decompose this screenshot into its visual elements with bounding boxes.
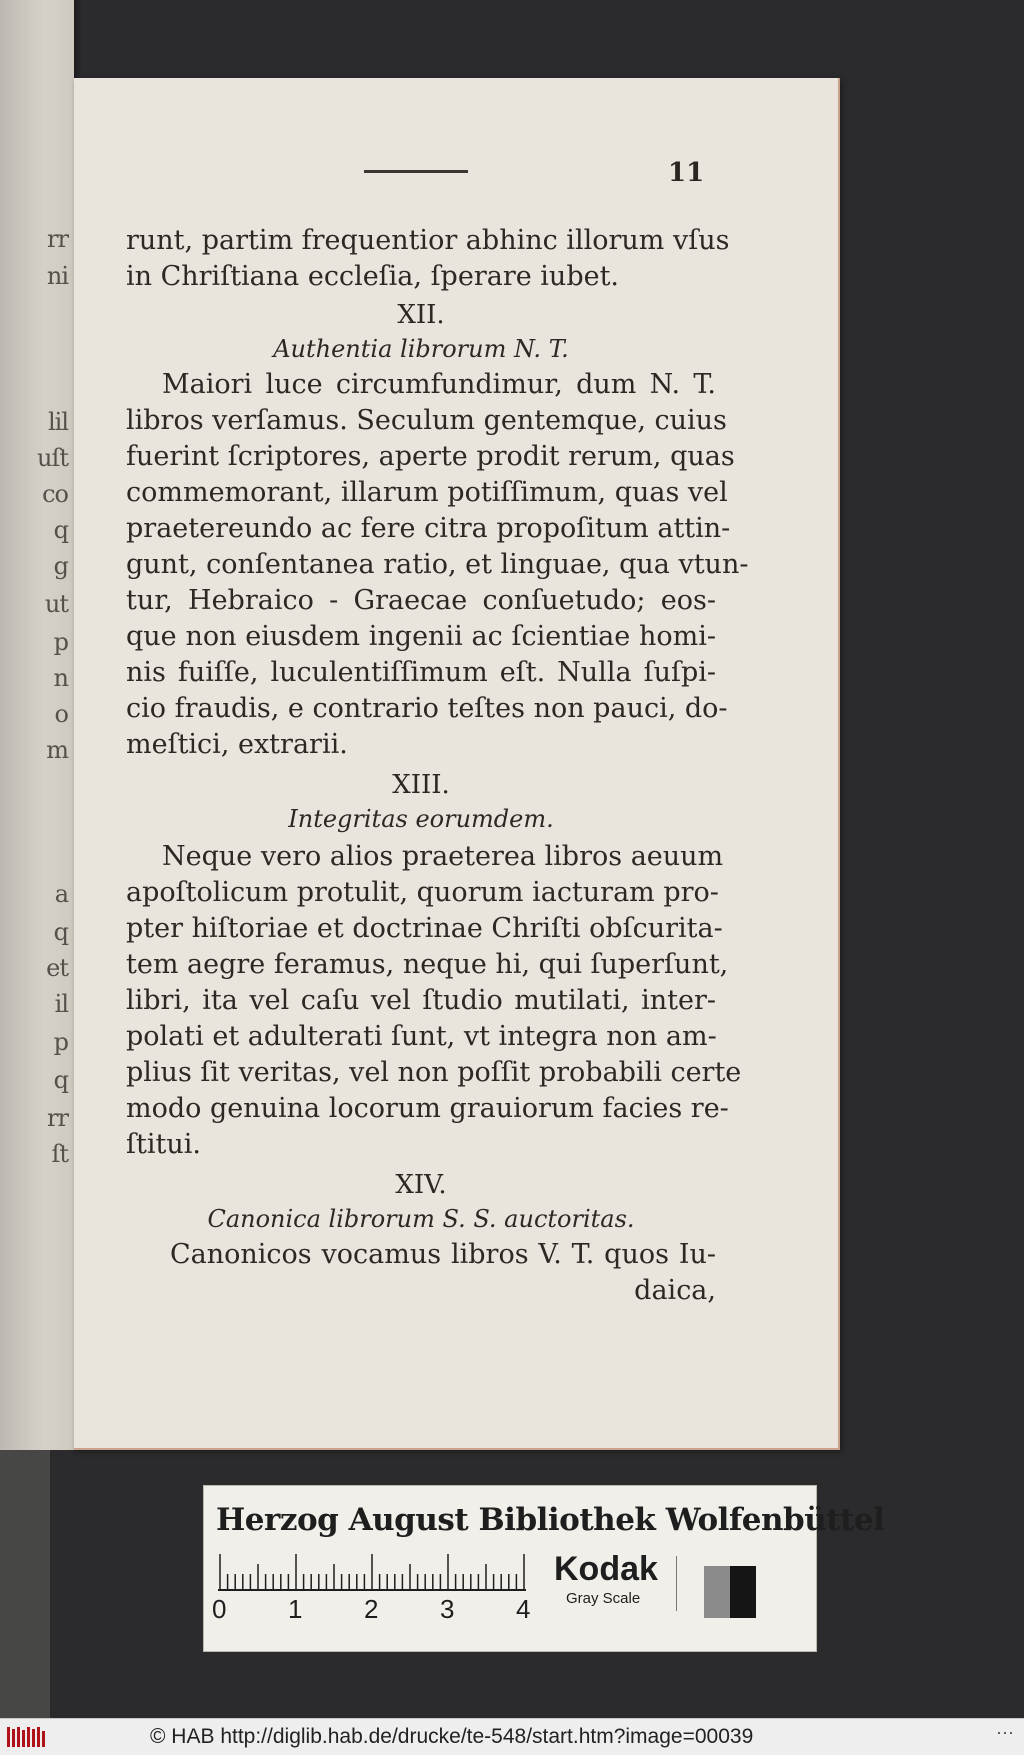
text-line: Canonicos vocamus libros V. T. quos Iu-	[170, 1239, 716, 1270]
previous-page-strip	[0, 0, 74, 1450]
left-fragment: il	[54, 990, 68, 1018]
hab-logo-icon[interactable]	[6, 1725, 46, 1749]
library-color-card	[203, 1485, 885, 1652]
left-fragment: g	[53, 552, 68, 580]
left-fragment: m	[46, 736, 68, 764]
left-fragment: rr	[47, 225, 68, 253]
left-fragment: q	[53, 918, 68, 946]
text-line: meſtici, extrarii.	[126, 729, 348, 760]
page-number: 11	[668, 158, 705, 188]
ruler-numbers	[212, 1594, 728, 1624]
gray-patch	[704, 1566, 730, 1618]
left-fragment: p	[53, 628, 68, 656]
ruler-number: 0	[212, 1594, 227, 1624]
section-title: Canonica librorum S. S. auctoritas.	[207, 1205, 635, 1233]
left-fragment: ut	[44, 590, 68, 618]
left-fragment: q	[53, 516, 68, 544]
gray-scale-label: Gray Scale	[566, 1590, 641, 1607]
text-line: tem aegre feramus, neque hi, qui ſuperſunt,	[126, 949, 729, 980]
text-line: nis fuiſſe, luculentiſſimum eſt. Nulla ſuſpi-	[126, 657, 716, 688]
text-line: polati et adulterati ſunt, vt integra non am-	[126, 1021, 717, 1052]
text-line: Maiori luce circumfundimur, dum N. T.	[162, 369, 716, 400]
text-line: gunt, conſentanea ratio, et linguae, qua vtun-	[126, 549, 749, 580]
ruler-number: 4	[516, 1594, 531, 1624]
text-line: modo genuina locorum grauiorum facies re-	[126, 1093, 729, 1124]
ruler-number: 3	[440, 1594, 455, 1624]
black-patch	[730, 1566, 756, 1618]
text-line: runt, partim frequentior abhinc illorum vſus	[126, 225, 730, 256]
text-line: in Chriſtiana eccleſia, ſperare iubet.	[126, 261, 620, 292]
left-fragment: p	[53, 1028, 68, 1056]
left-fragment: q	[53, 1066, 68, 1094]
text-line: libri, ita vel caſu vel ſtudio mutilati, inter-	[126, 985, 716, 1016]
section-number: XIII.	[392, 770, 450, 800]
text-line: plius ſit veritas, vel non poſſit probabili certe	[126, 1057, 742, 1088]
viewer-footer	[0, 1718, 1024, 1755]
left-fragment: n	[53, 664, 68, 692]
section-number: XIV.	[395, 1170, 447, 1200]
text-line: apoſtolicum protulit, quorum iacturam pro-	[126, 877, 719, 908]
more-dots-icon[interactable]: ⋯	[996, 1723, 1014, 1743]
left-fragment: uſt	[37, 444, 68, 472]
text-line: que non eiusdem ingenii ac ſcientiae homi-	[126, 621, 716, 652]
text-line: pter hiſtoriae et doctrinae Chriſti obſcurita-	[126, 913, 723, 944]
text-line: Neque vero alios praeterea libros aeuum	[162, 841, 724, 872]
text-line: fuerint ſcriptores, aperte prodit rerum, quas	[126, 441, 735, 472]
ruler-number: 1	[288, 1594, 303, 1624]
left-fragment: ſt	[51, 1140, 68, 1168]
text-line: praetereundo ac fere citra propoſitum attin-	[126, 513, 731, 544]
left-fragment: co	[42, 480, 68, 508]
left-fragment: lil	[47, 408, 68, 436]
section-title: Integritas eorumdem.	[288, 805, 554, 833]
library-name: Herzog August Bibliothek Wolfenbüttel	[216, 1502, 885, 1538]
text-line: ſtitui.	[126, 1129, 201, 1160]
section-number: XII.	[397, 300, 445, 330]
scan-edge-bottom	[0, 1450, 50, 1718]
catchword: daica,	[634, 1275, 716, 1306]
text-line: commemorant, illarum potiſſimum, quas vel	[126, 477, 728, 508]
text-line: libros verſamus. Seculum gentemque, cuius	[126, 405, 727, 436]
left-fragment: et	[46, 954, 68, 982]
left-fragment: ni	[46, 262, 68, 290]
text-line: cio fraudis, e contrario teſtes non pauci, do-	[126, 693, 728, 724]
left-fragment: a	[54, 880, 68, 908]
book-page	[74, 78, 840, 1450]
section-title: Authentia librorum N. T.	[273, 335, 569, 363]
ruler-number: 2	[364, 1594, 379, 1624]
header-rule	[364, 170, 468, 173]
text-line: tur, Hebraico - Graecae conſuetudo; eos-	[126, 585, 716, 616]
copyright-url[interactable]: © HAB http://diglib.hab.de/drucke/te-548/start.htm?image=00039	[150, 1725, 754, 1748]
left-fragment: rr	[47, 1104, 68, 1132]
kodak-brand: Kodak	[554, 1550, 658, 1588]
card-divider	[676, 1556, 677, 1611]
left-fragment: o	[54, 700, 68, 728]
